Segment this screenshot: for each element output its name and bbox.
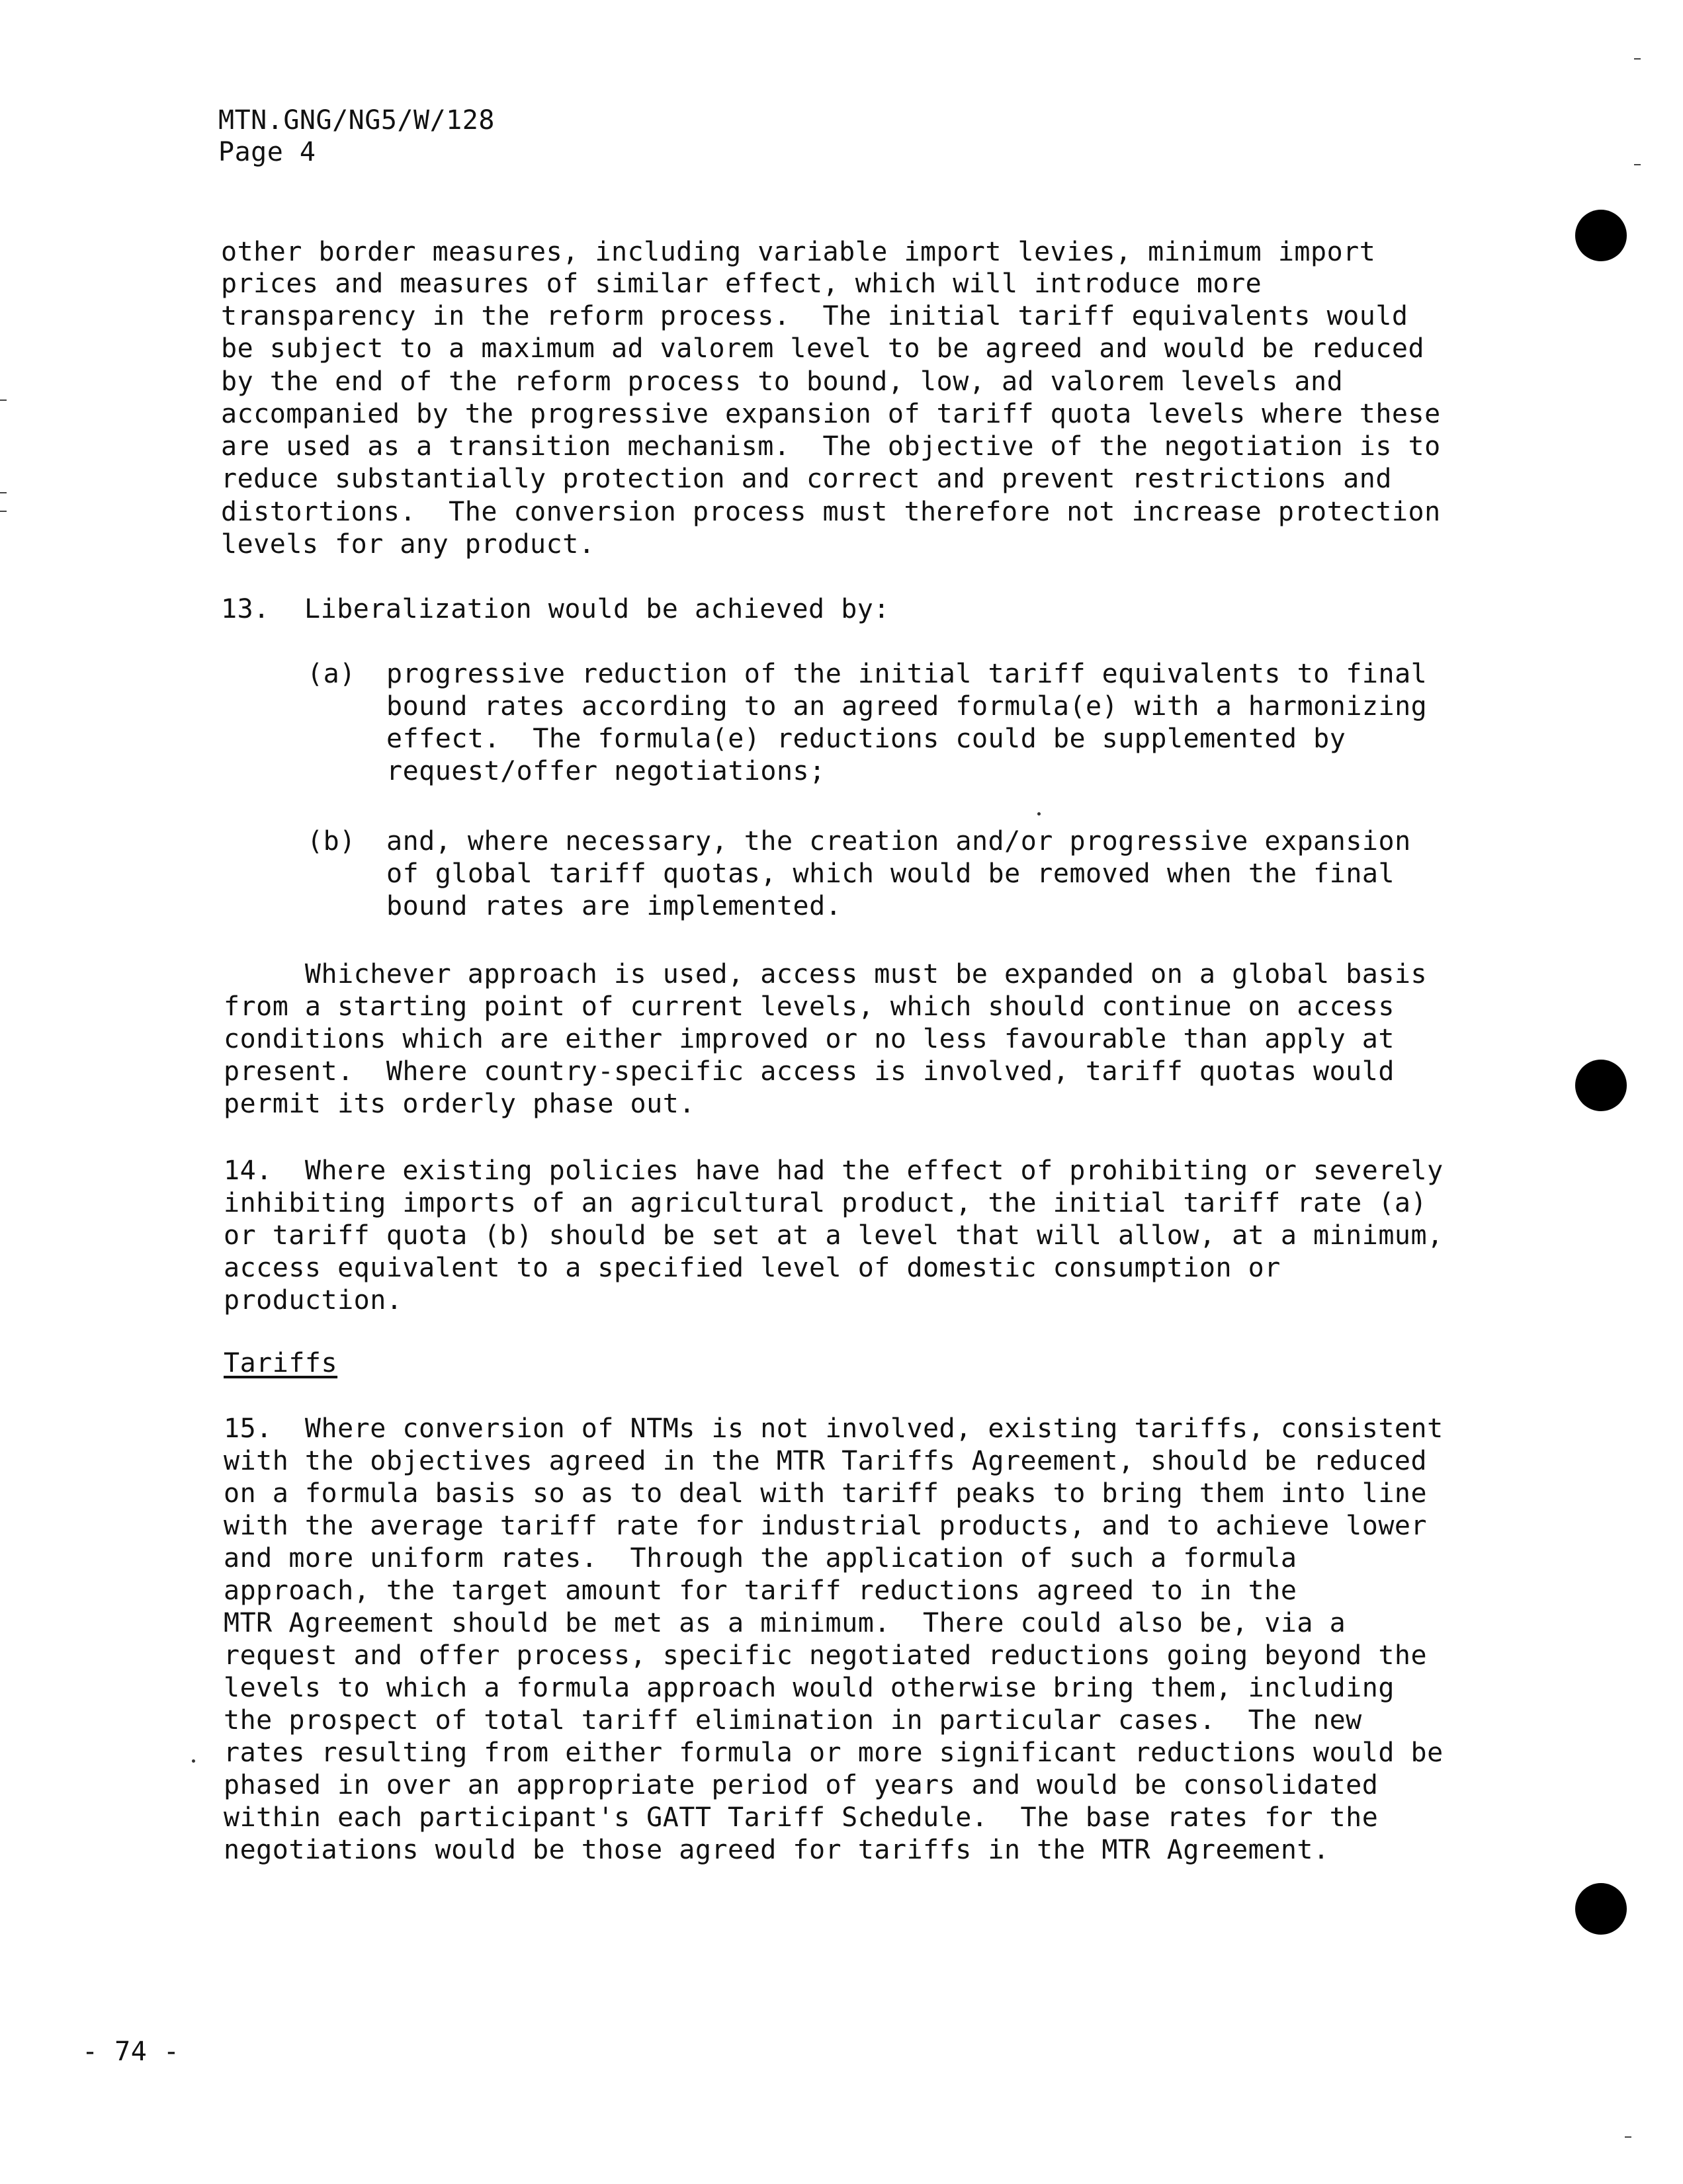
scan-mark [192,1759,195,1763]
text-line: bound rates are implemented. [386,891,842,921]
text-line: request and offer process, specific negotiated reductions going beyond the [224,1640,1428,1671]
text-line: rates resulting from either formula or more significant reductions would be [224,1738,1444,1768]
paragraph-number: 13. [221,594,270,624]
text-line: within each participant's GATT Tariff Schedule. The base rates for the [224,1802,1379,1833]
text-line: phased in over an appropriate period of years and would be consolidated [224,1770,1379,1800]
text-line: present. Where country-specific access is involved, tariff quotas would [224,1056,1395,1087]
text-line: with the objectives agreed in the MTR Tariffs Agreement, should be reduced [224,1446,1428,1476]
text-line: progressive reduction of the initial tariff equivalents to final [386,659,1428,689]
text-line: are used as a transition mechanism. The objective of the negotiation is to [221,431,1441,462]
text-line: conditions which are either improved or no less favourable than apply at [224,1024,1395,1054]
text-line: and, where necessary, the creation and/or progressive expansion [386,826,1411,857]
scan-mark [1634,58,1641,60]
scan-mark [0,492,7,493]
scan-mark [0,511,7,512]
scan-mark [1037,812,1041,816]
text-line: with the average tariff rate for industrial products, and to achieve lower [224,1511,1428,1541]
text-line: approach, the target amount for tariff reductions agreed to in the [224,1575,1297,1606]
text-line: 14. Where existing policies have had the effect of prohibiting or severely [224,1155,1444,1186]
text-line: effect. The formula(e) reductions could be supplemented by [386,724,1346,754]
text-line: production. [224,1285,403,1316]
punch-hole [1575,1060,1627,1111]
scan-mark [1634,164,1641,165]
text-line: request/offer negotiations; [386,756,826,786]
page-label: Page 4 [218,137,316,167]
text-line: accompanied by the progressive expansion of tariff quota levels where these [221,399,1441,429]
text-line: Liberalization would be achieved by: [304,594,890,624]
text-line: be subject to a maximum ad valorem level to be agreed and would be reduced [221,333,1425,364]
text-line: permit its orderly phase out. [224,1089,695,1119]
text-line: negotiations would be those agreed for tariffs in the MTR Agreement. [224,1835,1330,1865]
text-line: Whichever approach is used, access must be expanded on a global basis [224,959,1428,989]
text-line: from a starting point of current levels, which should continue on access [224,991,1395,1022]
page-number: - 74 - [82,2037,180,2067]
text-line: distortions. The conversion process must therefore not increase protection [221,497,1441,527]
scan-mark [0,399,7,401]
text-line: levels to which a formula approach would otherwise bring them, including [224,1673,1395,1703]
text-line: prices and measures of similar effect, which will introduce more [221,269,1262,299]
text-line: on a formula basis so as to deal with tariff peaks to bring them into line [224,1478,1428,1509]
list-marker: (b) [307,826,356,857]
text-line: of global tariff quotas, which would be removed when the final [386,859,1395,889]
punch-hole [1575,1883,1627,1935]
text-line: other border measures, including variable import levies, minimum import [221,237,1376,267]
text-line: inhibiting imports of an agricultural product, the initial tariff rate (a) [224,1188,1428,1218]
document-symbol: MTN.GNG/NG5/W/128 [218,105,495,136]
text-line: and more uniform rates. Through the application of such a formula [224,1543,1297,1574]
scan-mark [1625,2136,1631,2138]
text-line: by the end of the reform process to bound, low, ad valorem levels and [221,366,1344,397]
text-line: reduce substantially protection and correct and prevent restrictions and [221,464,1392,494]
text-line: access equivalent to a specified level of domestic consumption or [224,1253,1281,1283]
text-line: the prospect of total tariff elimination in particular cases. The new [224,1705,1362,1736]
text-line: bound rates according to an agreed formula(e) with a harmonizing [386,691,1428,722]
text-line: MTR Agreement should be met as a minimum. There could also be, via a [224,1608,1346,1638]
text-line: or tariff quota (b) should be set at a level that will allow, at a minimum, [224,1220,1444,1251]
section-heading: Tariffs [224,1348,338,1378]
text-line: transparency in the reform process. The initial tariff equivalents would [221,301,1408,331]
list-marker: (a) [307,659,356,689]
text-line: 15. Where conversion of NTMs is not involved, existing tariffs, consistent [224,1413,1444,1444]
punch-hole [1575,210,1627,261]
text-line: levels for any product. [221,529,595,560]
